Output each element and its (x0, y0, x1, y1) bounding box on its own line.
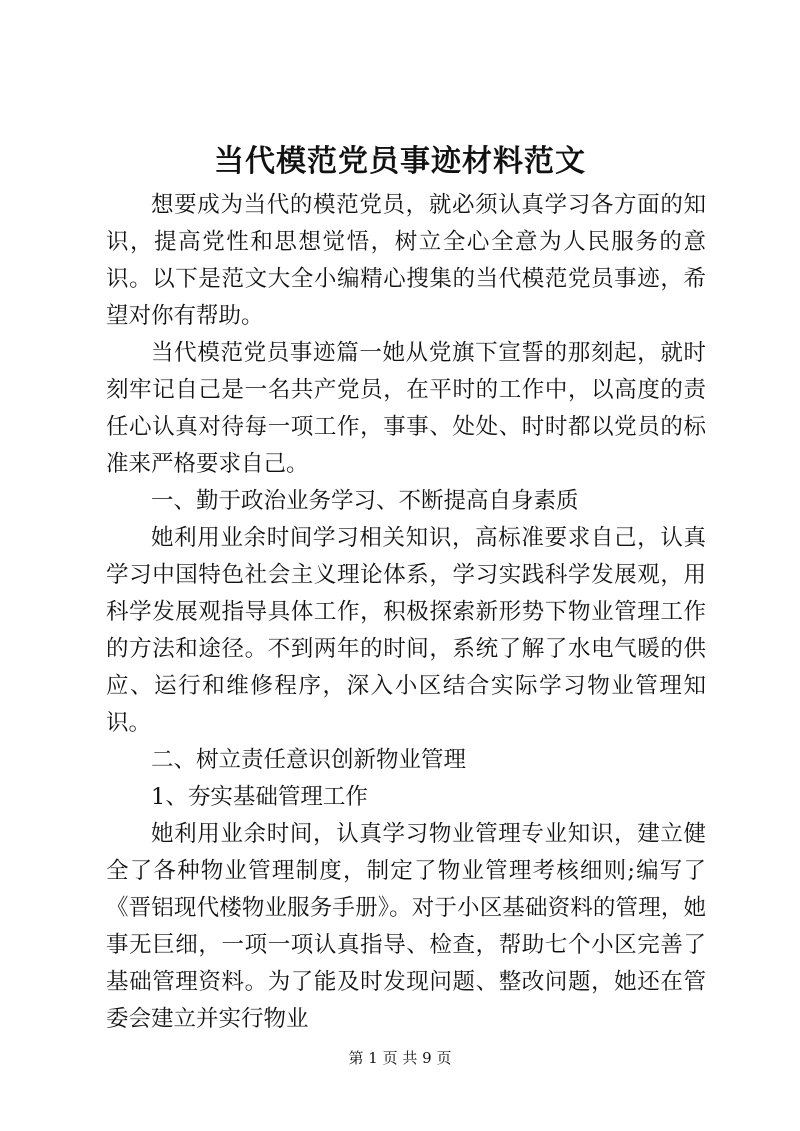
paragraph-intro: 想要成为当代的模范党员，就必须认真学习各方面的知识，提高党性和思想觉悟，树立全心全意为人民服务的意识。以下是范文大全小编精心搜集的当代模范党员事迹，希望对你有帮助。 (106, 192, 706, 329)
section-heading-study: 一、勤于政治业务学习、不断提高自身素质 (151, 488, 579, 514)
section-heading-responsibility: 二、树立责任意识创新物业管理 (151, 747, 467, 773)
page-footer: 第 1 页 共 9 页 (348, 1049, 452, 1067)
document-title: 当代模范党员事迹材料范文 (214, 144, 586, 179)
paragraph-foundation: 她利用业余时间，认真学习物业管理专业知识，建立健全了各种物业管理制度，制定了物业管理考核细则;编写了《晋铝现代楼物业服务手册》。对于小区基础资料的管理，她事无巨细，一项一项认真指导、检查，帮助七个小区完善了基础管理资料。为了能及时发现问题、整改问题，她还在管委会建立并实行物业 (106, 821, 706, 1032)
document-body (106, 187, 706, 1038)
paragraph-study: 她利用业余时间学习相关知识，高标准要求自己，认真学习中国特色社会主义理论体系，学习实践科学发展观，用科学发展观指导具体工作，积极探索新形势下物业管理工作的方法和途径。不到两年的时间，系统了解了水电气暖的供应、运行和维修程序，深入小区结合实际学习物业管理知识。 (106, 525, 706, 736)
paragraph-story-one: 当代模范党员事迹篇一她从党旗下宣誓的那刻起，就时刻牢记自己是一名共产党员，在平时的工作中，以高度的责任心认真对待每一项工作，事事、处处、时时都以党员的标准来严格要求自己。 (106, 340, 706, 477)
subsection-heading-foundation: 1、夯实基础管理工作 (151, 784, 368, 810)
